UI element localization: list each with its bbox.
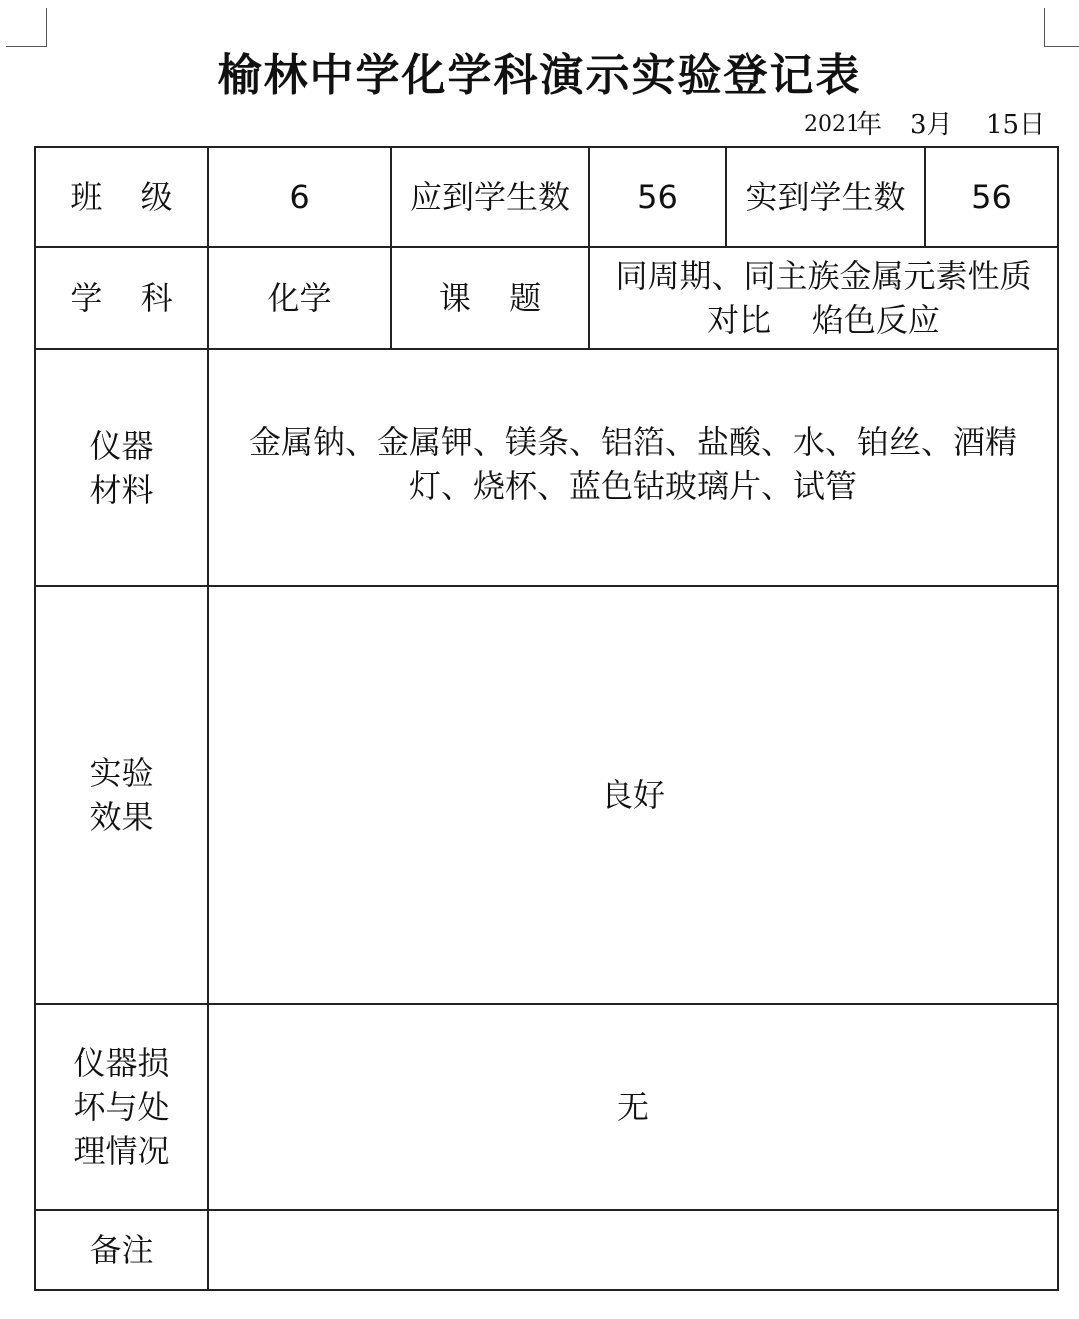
row-damage	[35, 1004, 1058, 1210]
registration-table	[34, 146, 1059, 1291]
page-title: 榆林中学化学科演示实验登记表	[217, 50, 862, 101]
effect-label: 实验效果	[89, 754, 154, 836]
class-value: 6	[208, 147, 391, 247]
damage-label-cell	[35, 1004, 208, 1210]
topic-label: 课 题	[391, 247, 589, 349]
remarks-label: 备注	[35, 1210, 208, 1290]
actual-students-label: 实到学生数	[726, 147, 925, 247]
expected-students-value: 56	[589, 147, 726, 247]
date-month: 3月	[910, 110, 953, 140]
date-day: 15日	[986, 110, 1046, 140]
row-materials	[35, 349, 1058, 586]
topic-value: 同周期、同主族金属元素性质对比 焰色反应	[589, 247, 1058, 349]
remarks-value	[208, 1210, 1058, 1290]
expected-students-label: 应到学生数	[391, 147, 589, 247]
row-subject	[35, 247, 1058, 349]
damage-value: 无	[208, 1004, 1058, 1210]
date-line	[780, 108, 1050, 142]
damage-label: 仪器损坏与处理情况	[73, 1044, 170, 1170]
row-effect	[35, 586, 1058, 1004]
corner-mark-top-right	[1044, 8, 1079, 47]
subject-value: 化学	[208, 247, 391, 349]
effect-label-cell	[35, 586, 208, 1004]
materials-value: 金属钠、金属钾、镁条、铝箔、盐酸、水、铂丝、酒精灯、烧杯、蓝色钴玻璃片、试管	[208, 349, 1058, 586]
row-remarks	[35, 1210, 1058, 1290]
corner-mark-top-left	[6, 8, 47, 47]
effect-value: 良好	[208, 586, 1058, 1004]
materials-label: 仪器材料	[89, 426, 154, 509]
actual-students-value: 56	[925, 147, 1058, 247]
class-label: 班 级	[35, 147, 208, 247]
subject-label: 学 科	[35, 247, 208, 349]
date-year-unit: 年	[856, 110, 883, 140]
row-class-info	[35, 147, 1058, 247]
date-year: 2021	[804, 112, 860, 137]
materials-label-cell	[35, 349, 208, 586]
